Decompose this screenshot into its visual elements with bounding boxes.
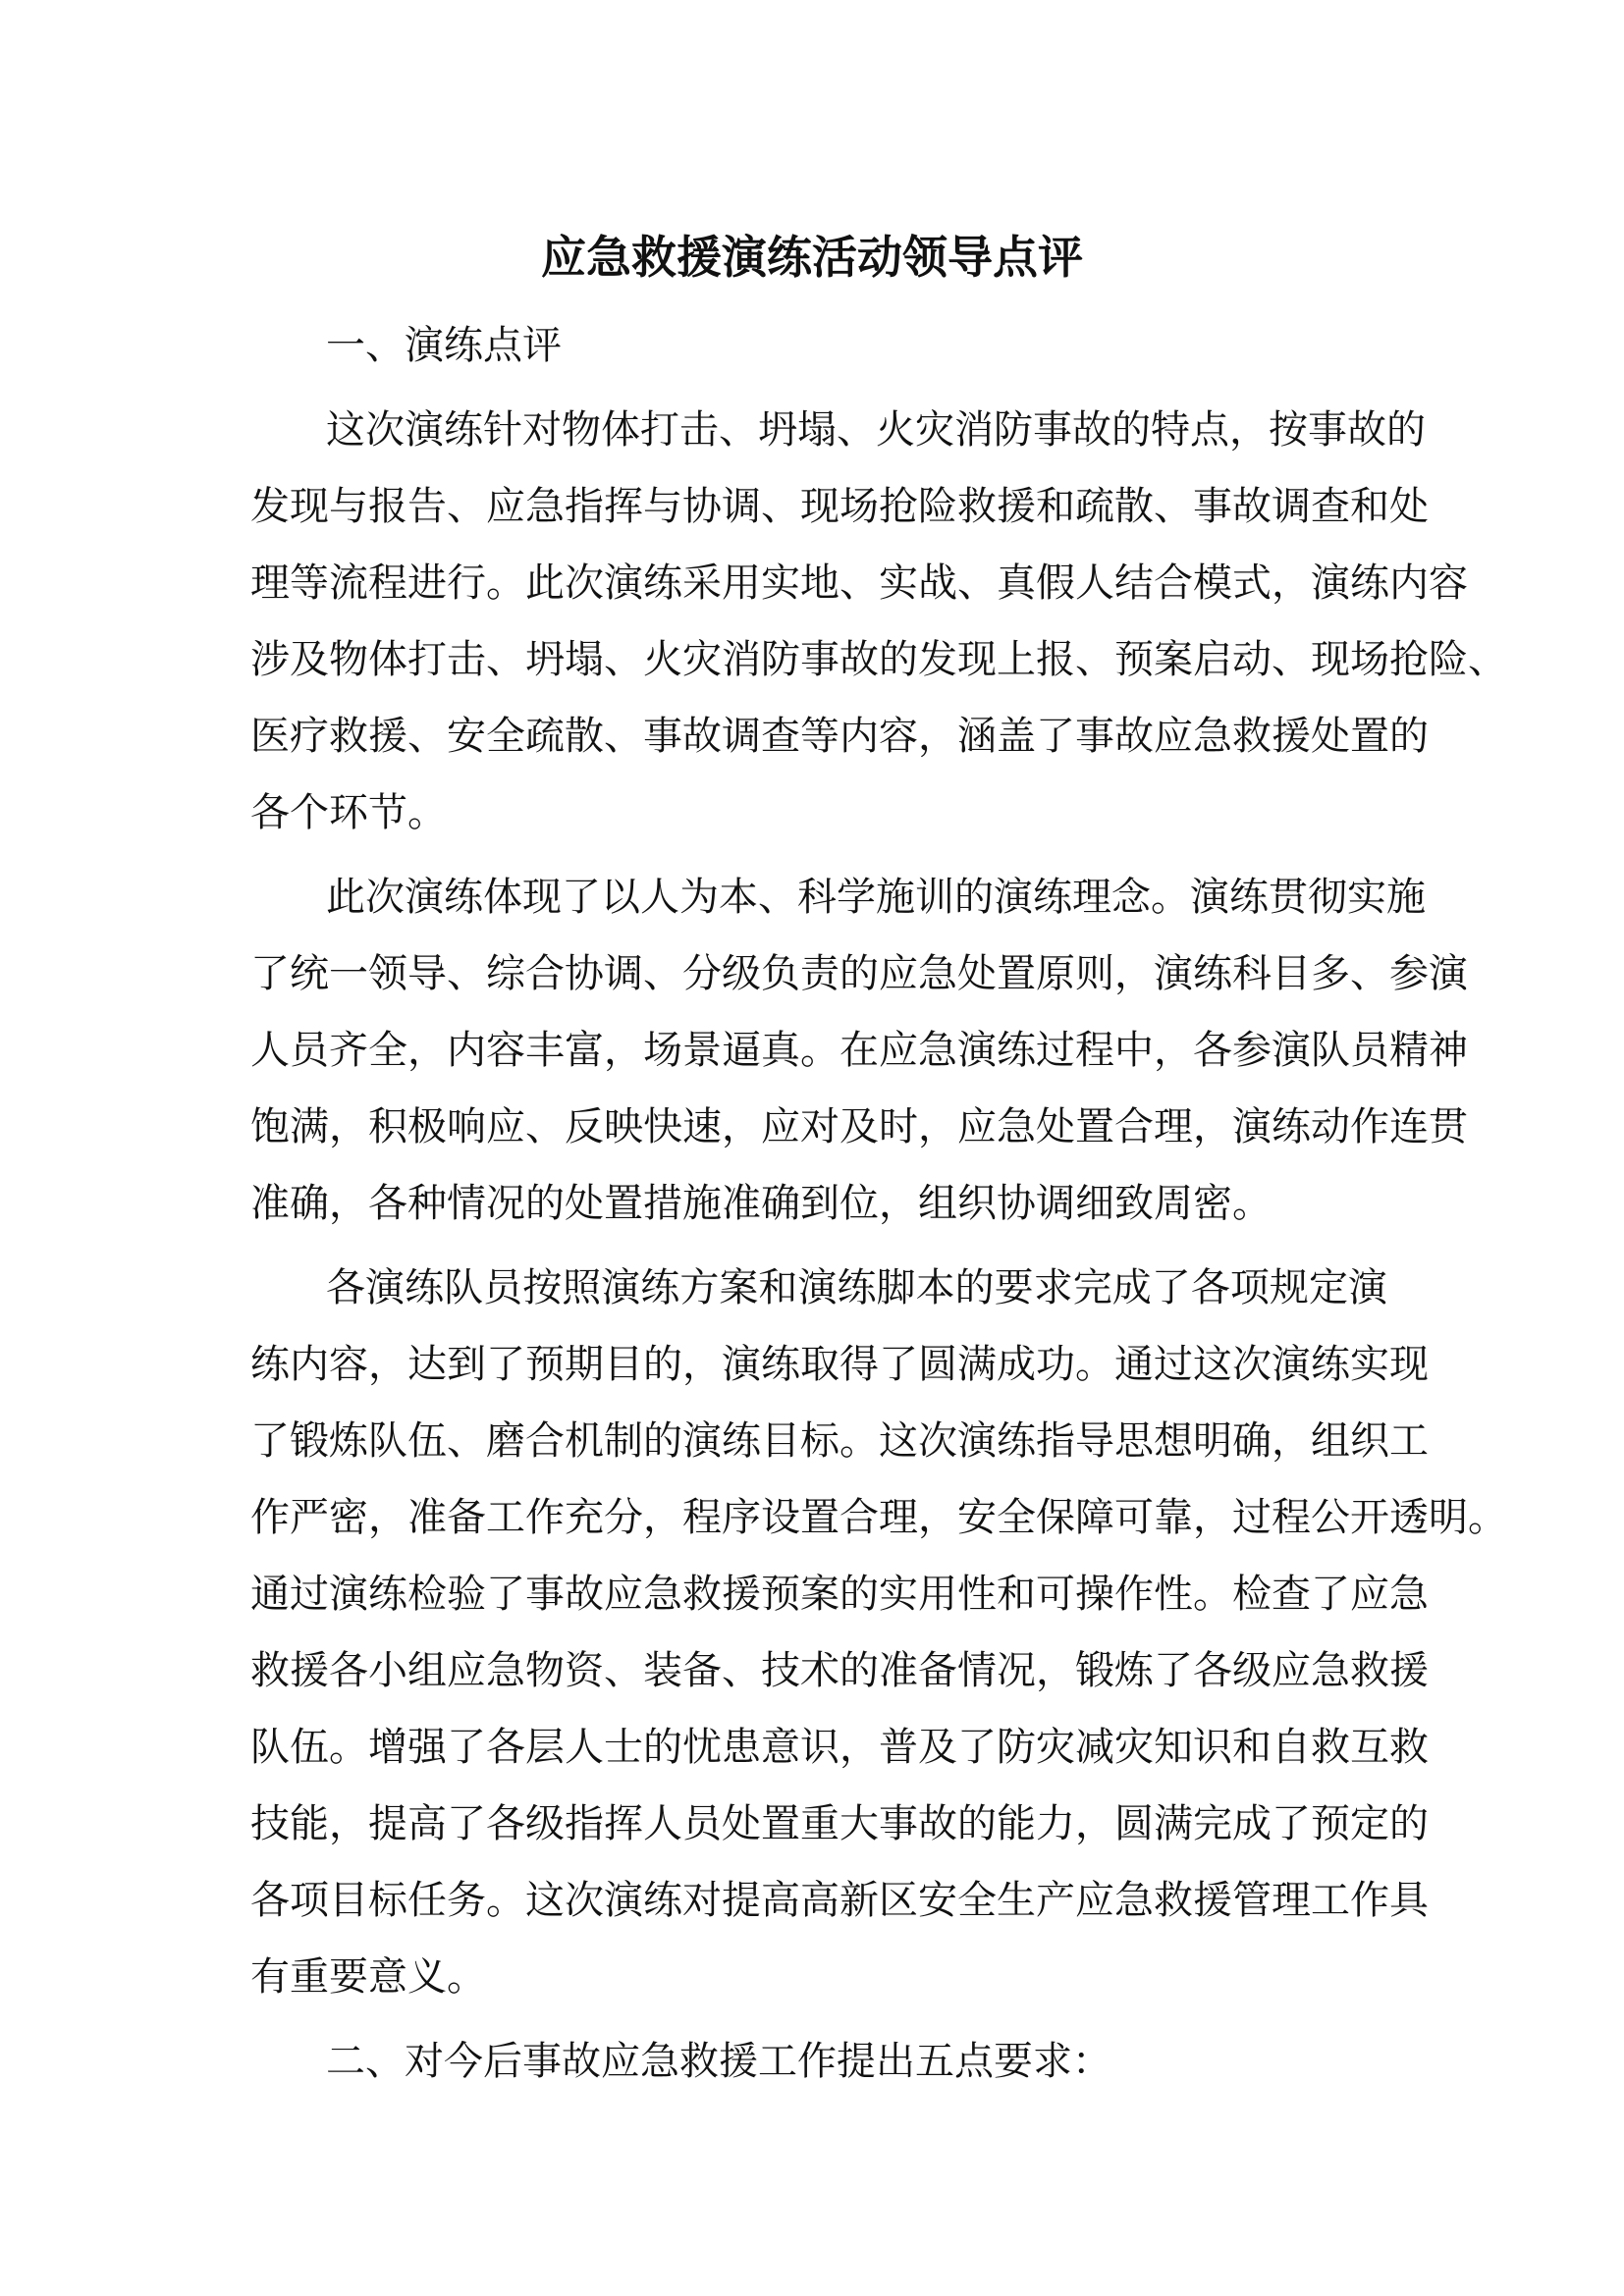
text-line: 理等流程进行。此次演练采用实地、实战、真假人结合模式，演练内容 bbox=[250, 561, 1468, 606]
text-line: 作严密，准备工作充分，程序设置合理，安全保障可靠，过程公开透明。 bbox=[250, 1495, 1507, 1540]
text-line: 练内容，达到了预期目的，演练取得了圆满成功。通过这次演练实现 bbox=[250, 1342, 1429, 1387]
document-body bbox=[250, 307, 1507, 2108]
text-line: 各个环节。 bbox=[250, 790, 447, 835]
section-heading-text: 二、对今后事故应急救援工作提出五点要求： bbox=[326, 2039, 1111, 2084]
text-line: 救援各小组应急物资、装备、技术的准备情况，锻炼了各级应急救援 bbox=[250, 1648, 1429, 1693]
text-line: 这次演练针对物体打击、坍塌、火灾消防事故的特点，按事故的 bbox=[326, 407, 1426, 453]
text-line: 人员齐全，内容丰富，场景逼真。在应急演练过程中，各参演队员精神 bbox=[250, 1028, 1468, 1073]
section-heading-text: 一、演练点评 bbox=[326, 323, 562, 368]
paragraph-2 bbox=[250, 859, 1468, 1242]
text-line: 准确，各种情况的处置措施准确到位，组织协调细致周密。 bbox=[250, 1181, 1272, 1226]
text-line: 有重要意义。 bbox=[250, 1954, 486, 2000]
text-line: 技能，提高了各级指挥人员处置重大事故的能力，圆满完成了预定的 bbox=[250, 1801, 1429, 1846]
text-line: 此次演练体现了以人为本、科学施训的演练理念。演练贯彻实施 bbox=[326, 875, 1426, 920]
text-line: 了锻炼队伍、磨合机制的演练目标。这次演练指导思想明确，组织工 bbox=[250, 1418, 1429, 1464]
text-line: 饱满，积极响应、反映快速，应对及时，应急处置合理，演练动作连贯 bbox=[250, 1104, 1468, 1149]
section-heading-1 bbox=[250, 307, 1387, 384]
text-line: 医疗救援、安全疏散、事故调查等内容，涵盖了事故应急救援处置的 bbox=[250, 714, 1429, 759]
text-line: 涉及物体打击、坍塌、火灾消防事故的发现上报、预案启动、现场抢险、 bbox=[250, 637, 1507, 682]
text-line: 发现与报告、应急指挥与协调、现场抢险救援和疏散、事故调查和处 bbox=[250, 484, 1429, 529]
text-line: 了统一领导、综合协调、分级负责的应急处置原则，演练科目多、参演 bbox=[250, 951, 1468, 996]
text-line: 各项目标任务。这次演练对提高高新区安全生产应急救援管理工作具 bbox=[250, 1878, 1429, 1923]
section-heading-2 bbox=[250, 2023, 1387, 2100]
text-line: 通过演练检验了事故应急救援预案的实用性和可操作性。检查了应急 bbox=[250, 1572, 1429, 1617]
document-title: 应急救援演练活动领导点评 bbox=[541, 231, 1083, 284]
paragraph-1 bbox=[250, 392, 1507, 851]
text-line: 各演练队员按照演练方案和演练脚本的要求完成了各项规定演 bbox=[326, 1265, 1387, 1310]
paragraph-3 bbox=[250, 1250, 1507, 2015]
text-line: 队伍。增强了各层人士的忧患意识，普及了防灾减灾知识和自救互救 bbox=[250, 1725, 1429, 1770]
